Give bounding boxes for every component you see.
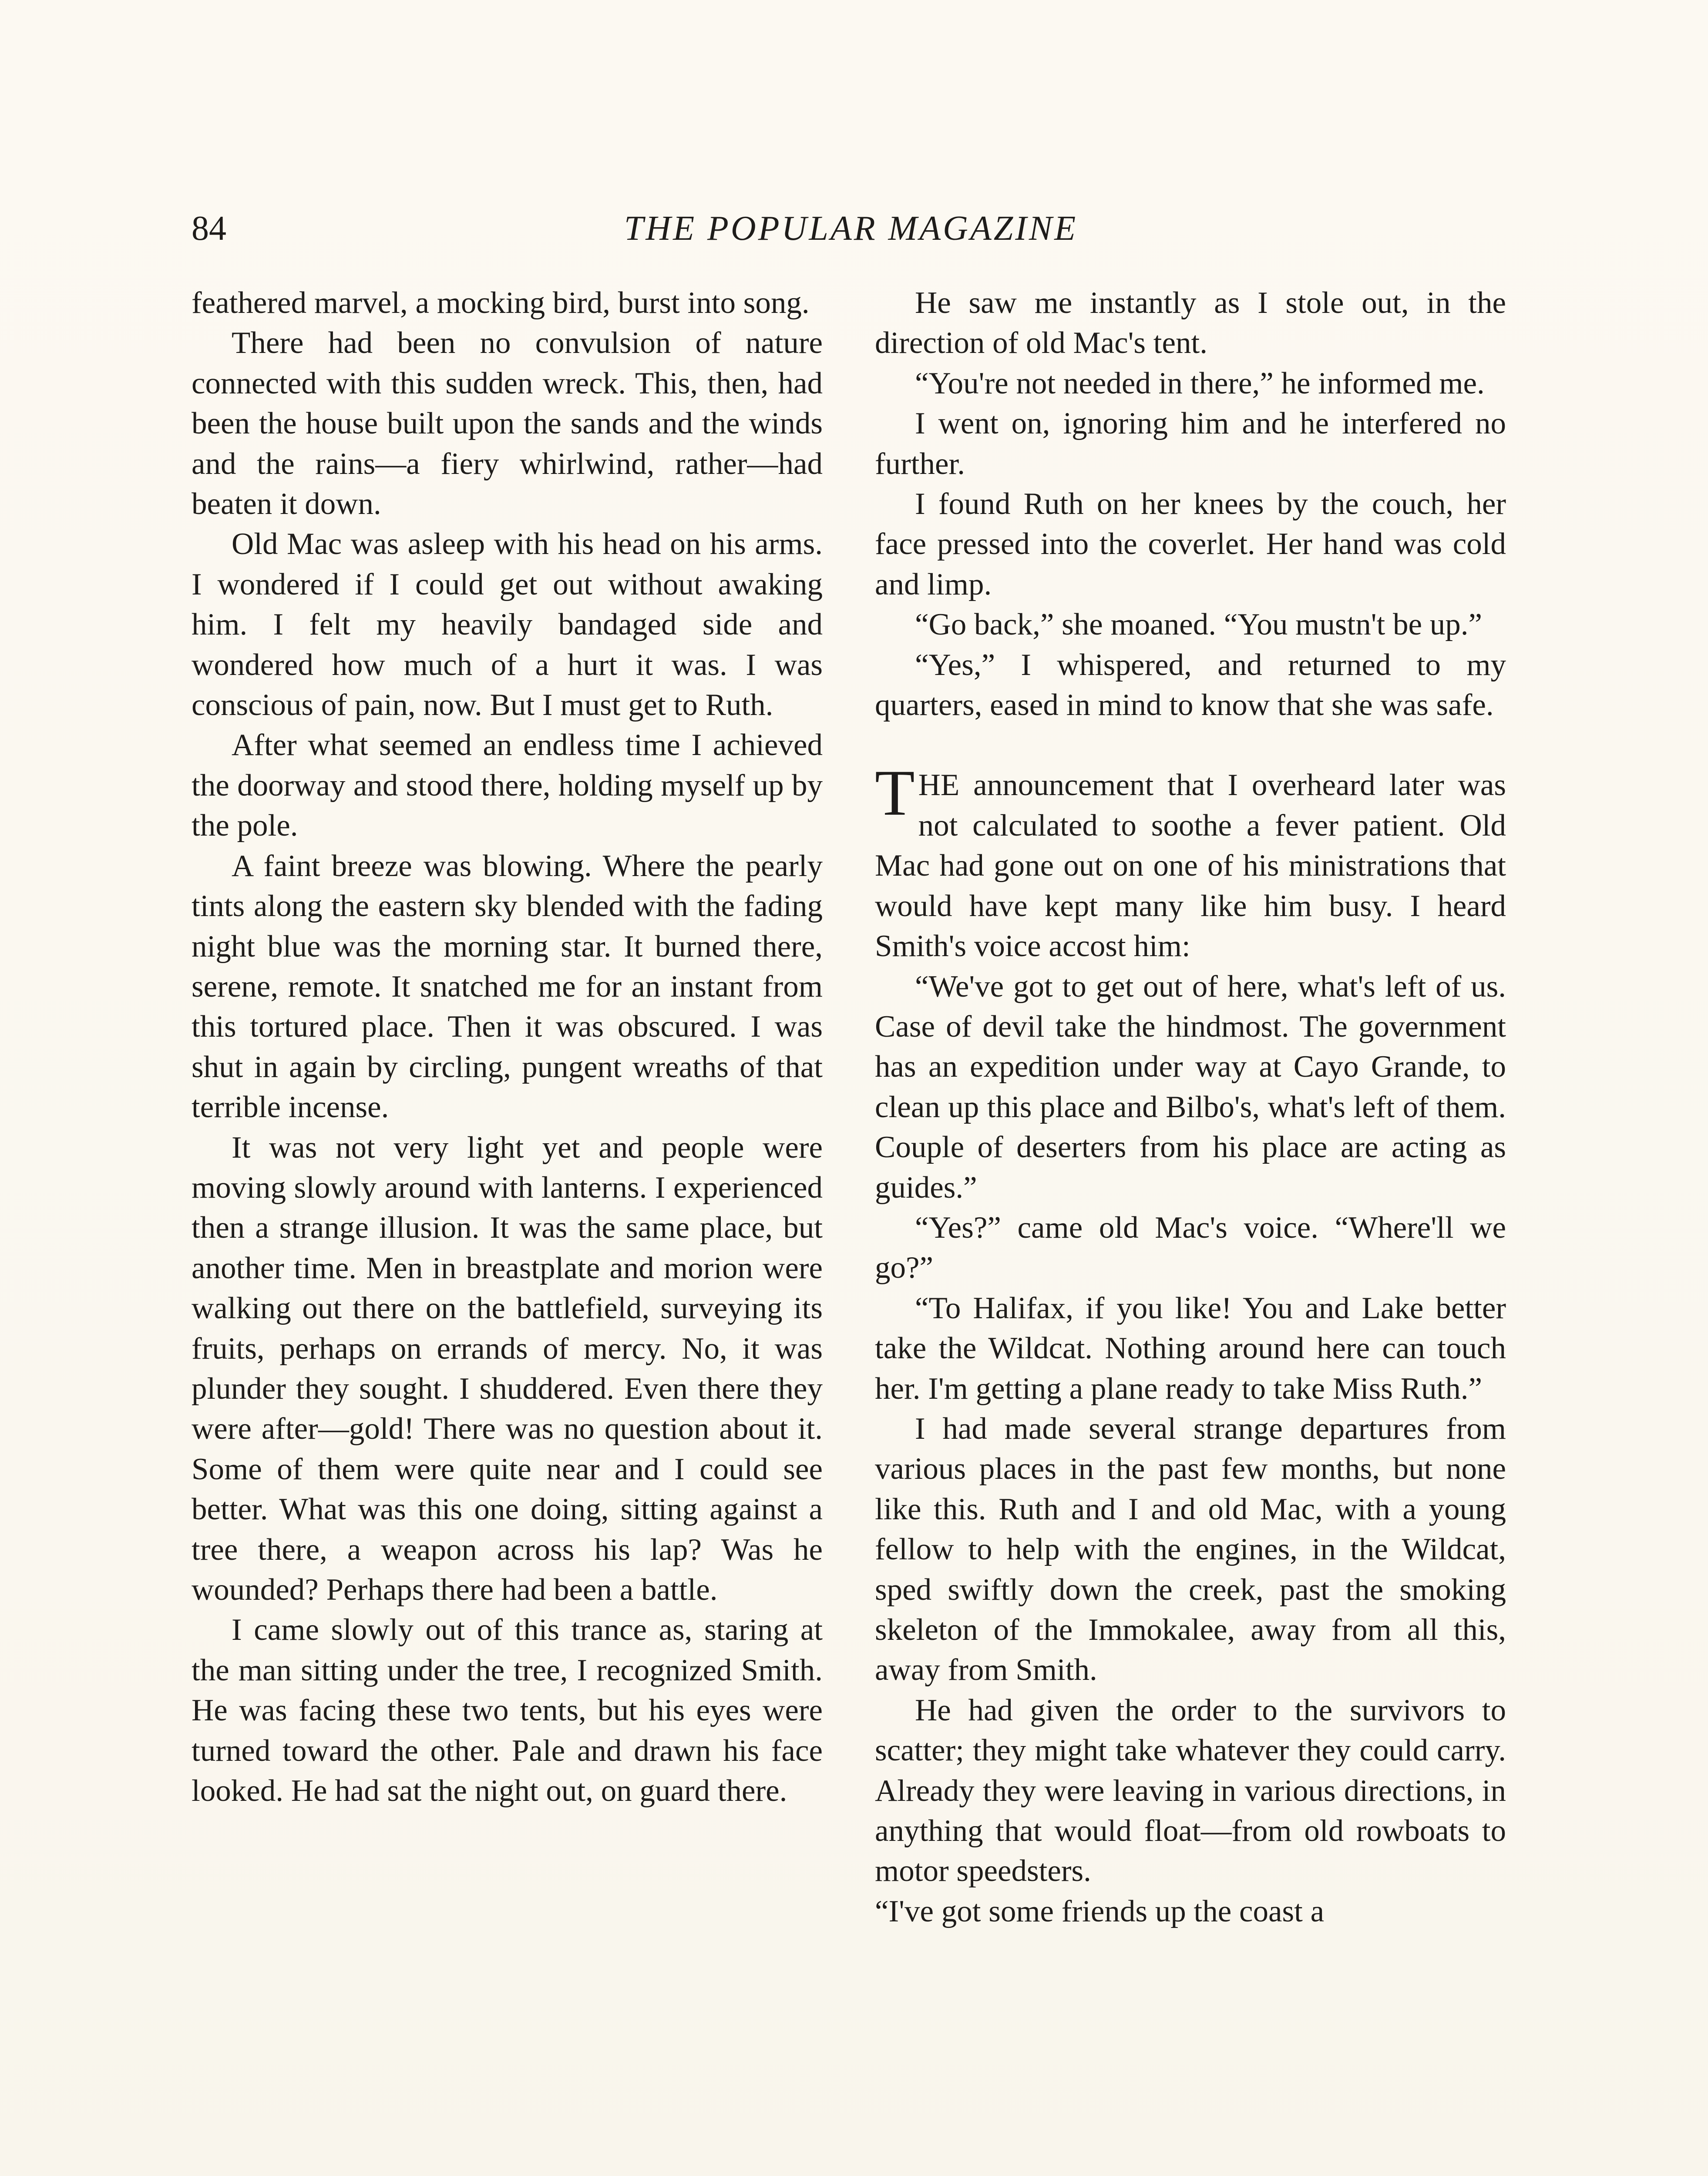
paragraph: There had been no convulsion of nature connected with this sudden wreck. This, then, had been the house built upon the sands and the winds and the rains—a fiery whirlwind, rather—had beaten it down. <box>192 326 823 521</box>
paragraph: I found Ruth on her knees by the couch, her face pressed into the coverlet. Her hand was cold and limp. <box>875 487 1506 601</box>
paragraph: He saw me instantly as I stole out, in the direction of old Mac's tent. <box>875 286 1506 360</box>
paragraph: “Yes?” came old Mac's voice. “Where'll we go?” <box>875 1210 1506 1285</box>
paragraph: “To Halifax, if you like! You and Lake better take the Wildcat. Nothing around here can touch her. I'm getting a plane ready to take Miss Ruth.” <box>875 1291 1506 1406</box>
drop-cap-word: THE <box>875 757 960 829</box>
right-column <box>875 283 1506 1931</box>
paragraph: After what seemed an endless time I achieved the doorway and stood there, holding myself up by the pole. <box>192 728 823 843</box>
page-header <box>192 205 1510 252</box>
paragraph: feathered marvel, a mocking bird, burst into song. <box>192 286 810 320</box>
left-column <box>192 283 823 1811</box>
paragraph: Old Mac was asleep with his head on his arms. I wondered if I could get out without awaking him. I felt my heavily bandaged side and wondered how much of a hurt it was. I was conscious of pain, now. But I must get to Ruth. <box>192 527 823 722</box>
paragraph: It was not very light yet and people were moving slowly around with lanterns. I experienced then a strange illusion. It was the same place, but another time. Men in breastplate and morion were walking out there on the battlefield, surveying its fruits, perhaps on errands of mercy. No, it was plunder they sought. I shuddered. Even there they were after—gold! There was no question about it. Some of them were quite near and I could see better. What was this one doing, sitting against a tree there, a weapon across his lap? Was he wounded? Perhaps there had been a battle. <box>192 1130 823 1607</box>
paragraph: I had made several strange departures from various places in the past few months, but none like this. Ruth and I and old Mac, with a young fellow to help with the engines, in the Wildcat, sped swiftly down the creek, past the smoking skeleton of the Immokalee, away from all this, away from Smith. <box>875 1411 1506 1687</box>
paragraph: He had given the order to the survivors to scatter; they might take whatever they could carry. Already they were leaving in various directions, in anything that would float—from old rowboats to motor speedsters. <box>875 1693 1506 1888</box>
paragraph: “You're not needed in there,” he informed me. <box>915 366 1485 400</box>
paragraph: I came slowly out of this trance as, staring at the man sitting under the tree, I recognized Smith. He was facing these two tents, but his eyes were turned toward the other. Pale and drawn his face looked. He had sat the night out, on guard there. <box>192 1613 823 1808</box>
paragraph: “Yes,” I whispered, and returned to my quarters, eased in mind to know that she was safe. <box>875 648 1506 722</box>
page-number: 84 <box>192 209 226 248</box>
paragraph: “I've got some friends up the coast a <box>875 1894 1325 1928</box>
section-opening-text: announcement that I overheard later was not calculated to soothe a fever patient. Old Mac had gone out on one of his ministrations that would have kept many like him busy. I heard Smith's voice accost him: <box>875 768 1506 964</box>
paragraph: “Go back,” she moaned. “You mustn't be up.” <box>915 608 1483 642</box>
paragraph: “We've got to get out of here, what's left of us. Case of devil take the hindmost. The government has an expedition under way at Cayo Grande, to clean up this place and Bilbo's, what's left of them. Couple of deserters from his place are acting as guides.” <box>875 969 1506 1205</box>
running-title: THE POPULAR MAGAZINE <box>624 209 1078 248</box>
section-opening-paragraph <box>875 757 1506 966</box>
paragraph: A faint breeze was blowing. Where the pearly tints along the eastern sky blended with the fading night blue was the morning star. It burned there, serene, remote. It snatched me for an instant from this tortured place. Then it was obscured. I was shut in again by circling, pungent wreaths of that terrible incense. <box>192 849 823 1125</box>
paragraph: I went on, ignoring him and he interfered no further. <box>875 406 1506 481</box>
